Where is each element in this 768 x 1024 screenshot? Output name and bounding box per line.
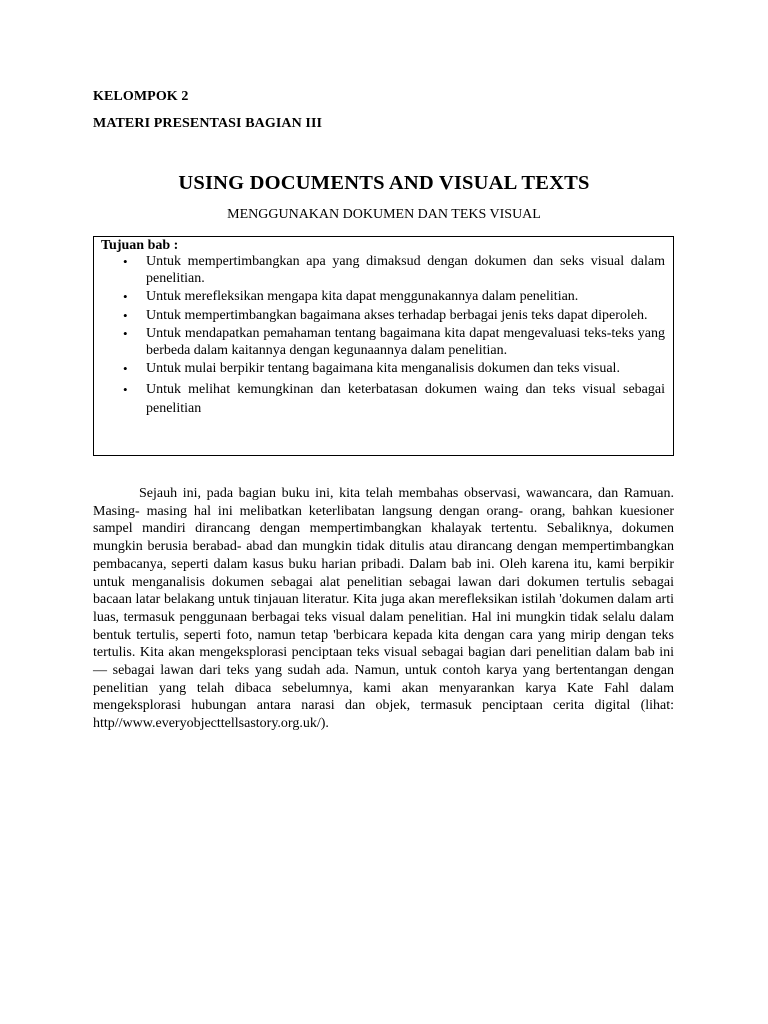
bullet-icon: • bbox=[123, 307, 128, 323]
bullet-icon: • bbox=[123, 361, 128, 376]
objectives-heading: Tujuan bab : bbox=[101, 238, 179, 253]
objective-item bbox=[101, 326, 665, 359]
bullet-icon: • bbox=[123, 381, 128, 397]
objective-item bbox=[101, 380, 665, 418]
bullet-icon: • bbox=[123, 326, 128, 341]
bullet-icon: • bbox=[123, 254, 128, 269]
body-paragraph: Sejauh ini, pada bagian buku ini, kita telah membahas observasi, wawancara, dan Ramuan. Masing- masing hal ini melibatkan keterlibatan langsung dengan orang- orang, bahkan kuesioner sampel mandiri dirancang dengan mempertimbangkan khalayak tertentu. Sebaliknya, dokumen mungkin berusia berabad- abad dan mungkin tidak ditulis atau dirancang dengan mempertimbangkan pembacanya, seperti dalam kasus buku harian pribadi. Dalam bab ini. Oleh karena itu, kami berpikir untuk menganalisis dokumen sebagai alat penelitian sebagai lawan dari dokumen tertulis sebagai bacaan latar belakang untuk tinjauan literatur. Kita juga akan merefleksikan istilah 'dokumen dalam arti luas, termasuk penggunaan berbagai teks visual dalam penelitian. Hal ini mungkin tidak selalu dalam bentuk tertulis, seperti foto, namun tetap 'berbicara kepada kita dengan cara yang mirip dengan teks tertulis. Kita akan mengeksplorasi penciptaan teks visual sebagai bagian dari penelitian dalam bab ini — sebagai lawan dari teks yang sudah ada. Namun, untuk contoh karya yang bertentangan dengan penelitian yang telah dibaca sebelumnya, kami akan menyarankan karya Kate Fahl dalam mengeksplorasi hubungan antara narasi dan objek, termasuk penciptaan cerita digital (lihat: http//www.everyobjecttellsastory.org.uk/). bbox=[93, 486, 674, 732]
page-subtitle: MENGGUNAKAN DOKUMEN DAN TEKS VISUAL bbox=[227, 207, 541, 222]
objective-text: Untuk mendapatkan pemahaman tentang bagaimana kita dapat mengevaluasi teks-teks yang berbeda dalam kaitannya dengan kegunaannya dalam penelitian. bbox=[146, 326, 665, 358]
objective-text: Untuk mempertimbangkan apa yang dimaksud dengan dokumen dan seks visual dalam penelitian. bbox=[146, 254, 665, 286]
objective-item bbox=[101, 289, 665, 306]
objectives-box bbox=[93, 236, 674, 456]
bullet-icon: • bbox=[123, 289, 128, 304]
objective-item bbox=[101, 308, 665, 325]
page-title: USING DOCUMENTS AND VISUAL TEXTS bbox=[178, 172, 590, 194]
objective-item bbox=[101, 361, 665, 378]
group-label: KELOMPOK 2 bbox=[93, 89, 189, 104]
objective-text: Untuk melihat kemungkinan dan keterbatasan dokumen waing dan teks visual sebagai penelitian bbox=[146, 381, 665, 416]
material-label: MATERI PRESENTASI BAGIAN III bbox=[93, 116, 323, 131]
objectives-list bbox=[101, 254, 665, 418]
objective-text: Untuk merefleksikan mengapa kita dapat menggunakannya dalam penelitian. bbox=[146, 289, 579, 304]
objective-text: Untuk mempertimbangkan bagaimana akses terhadap berbagai jenis teks dapat diperoleh. bbox=[146, 307, 648, 323]
objective-item bbox=[101, 254, 665, 287]
objective-text: Untuk mulai berpikir tentang bagaimana kita menganalisis dokumen dan teks visual. bbox=[146, 361, 620, 376]
